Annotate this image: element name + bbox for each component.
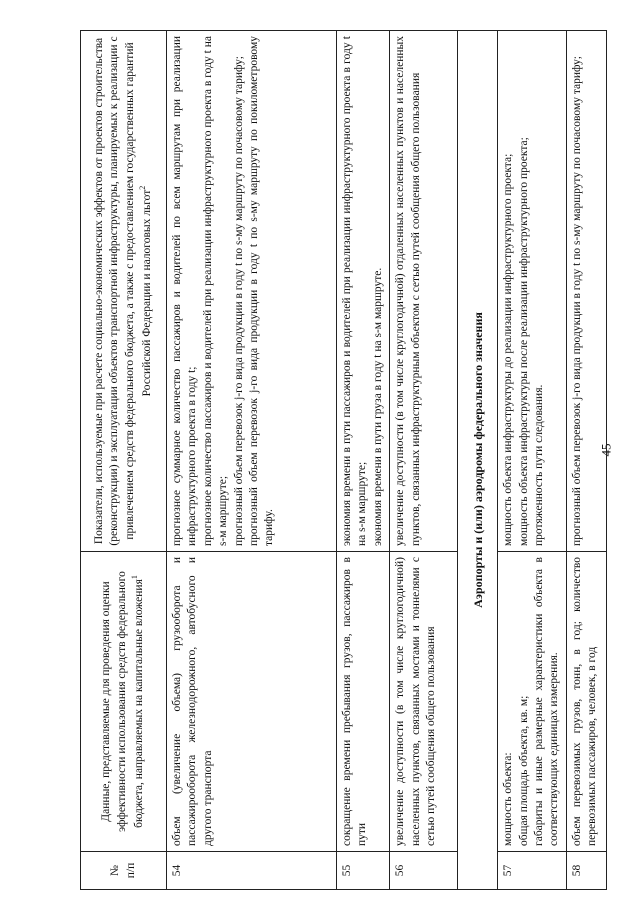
row-indicators: прогнозное суммарное количество пассажиров и водителей по всем маршрутам при реализации инфраструктурного проекта в году t; прогнозное количество пассажиров и водителей при реализации инфраструктурного проекта в году t на s-м маршруте; прогнозный объем перевозок j-го вида продукции в году t по s-му маршруту по почасовому тарифу; прогнозный объем перевозок j-го вида продукции в году t по s-му маршруту по покилометровому тарифу. — [167, 31, 337, 552]
row-data: объем (увеличение объема) грузооборота и пассажирооборота железнодорожного, автобусного и другого транспорта — [167, 552, 337, 852]
header-indicators-column: Показатели, используемые при расчете социально-экономических эффектов от проектов строительства (реконструкции) и эксплуатации объектов транспортной инфраструктуры, планируемых к реализации с привлечением средств федерального бюджета, а также с предоставлением государственных гарантий Российской Федерации и налоговых льгот$^2$ — [81, 31, 167, 552]
row-number: 56 — [390, 852, 458, 890]
row-indicators: увеличение доступности (в том числе круглогодичной) отдаленных населенных пунктов и населенных пунктов, связанных инфраструктурным объектом с сетью путей сообщения общего пользования — [390, 31, 458, 552]
table-header-row — [81, 31, 167, 890]
row-number: 55 — [337, 852, 390, 890]
table-row — [566, 31, 606, 890]
row-indicators: мощность объекта инфраструктуры до реализации инфраструктурного проекта; мощность объекта инфраструктуры после реализации инфраструктурного проекта; протяженность пути следования. — [498, 31, 567, 552]
row-data: увеличение доступности (в том числе круглогодичной) населенных пунктов, связанных мостами и тоннелями с сетью путей сообщения общего пользования — [390, 552, 458, 852]
table-row — [390, 31, 458, 890]
row-indicators: прогнозный объем перевозок j-го вида продукции в году t по s-му маршруту по почасовому тарифу; — [566, 31, 606, 552]
header-num: № п/п — [81, 852, 167, 890]
row-data: сокращение времени пребывания грузов, пассажиров в пути — [337, 552, 390, 852]
table-row — [498, 31, 567, 890]
table-row — [337, 31, 390, 890]
rotated-table-container — [80, 30, 600, 890]
row-data: мощность объекта: общая площадь объекта, кв. м; габариты и иные размерные характеристики объекта в соответствующих единицах измерения. — [498, 552, 567, 852]
row-number: 54 — [167, 852, 337, 890]
header-data-column: Данные, представляемые для проведения оценки эффективности использования средств федерального бюджета, направляемых на капитальные вложения$^1$ — [81, 552, 167, 852]
section-row — [458, 31, 498, 890]
indicators-table — [80, 30, 607, 890]
row-number: 57 — [498, 852, 567, 890]
section-title: Аэропорты и (или) аэродромы федерального значения — [458, 31, 498, 890]
page-number: 45 — [598, 443, 614, 457]
table-row — [167, 31, 337, 890]
row-number: 58 — [566, 852, 606, 890]
row-indicators: экономия времени в пути пассажиров и водителей при реализации инфраструктурного проекта в году t на s-м маршруте; экономия времени в пути груза в году t на s-м маршруте. — [337, 31, 390, 552]
row-data: объем перевозимых грузов, тонн, в год; количество перевозимых пассажиров, человек, в год — [566, 552, 606, 852]
